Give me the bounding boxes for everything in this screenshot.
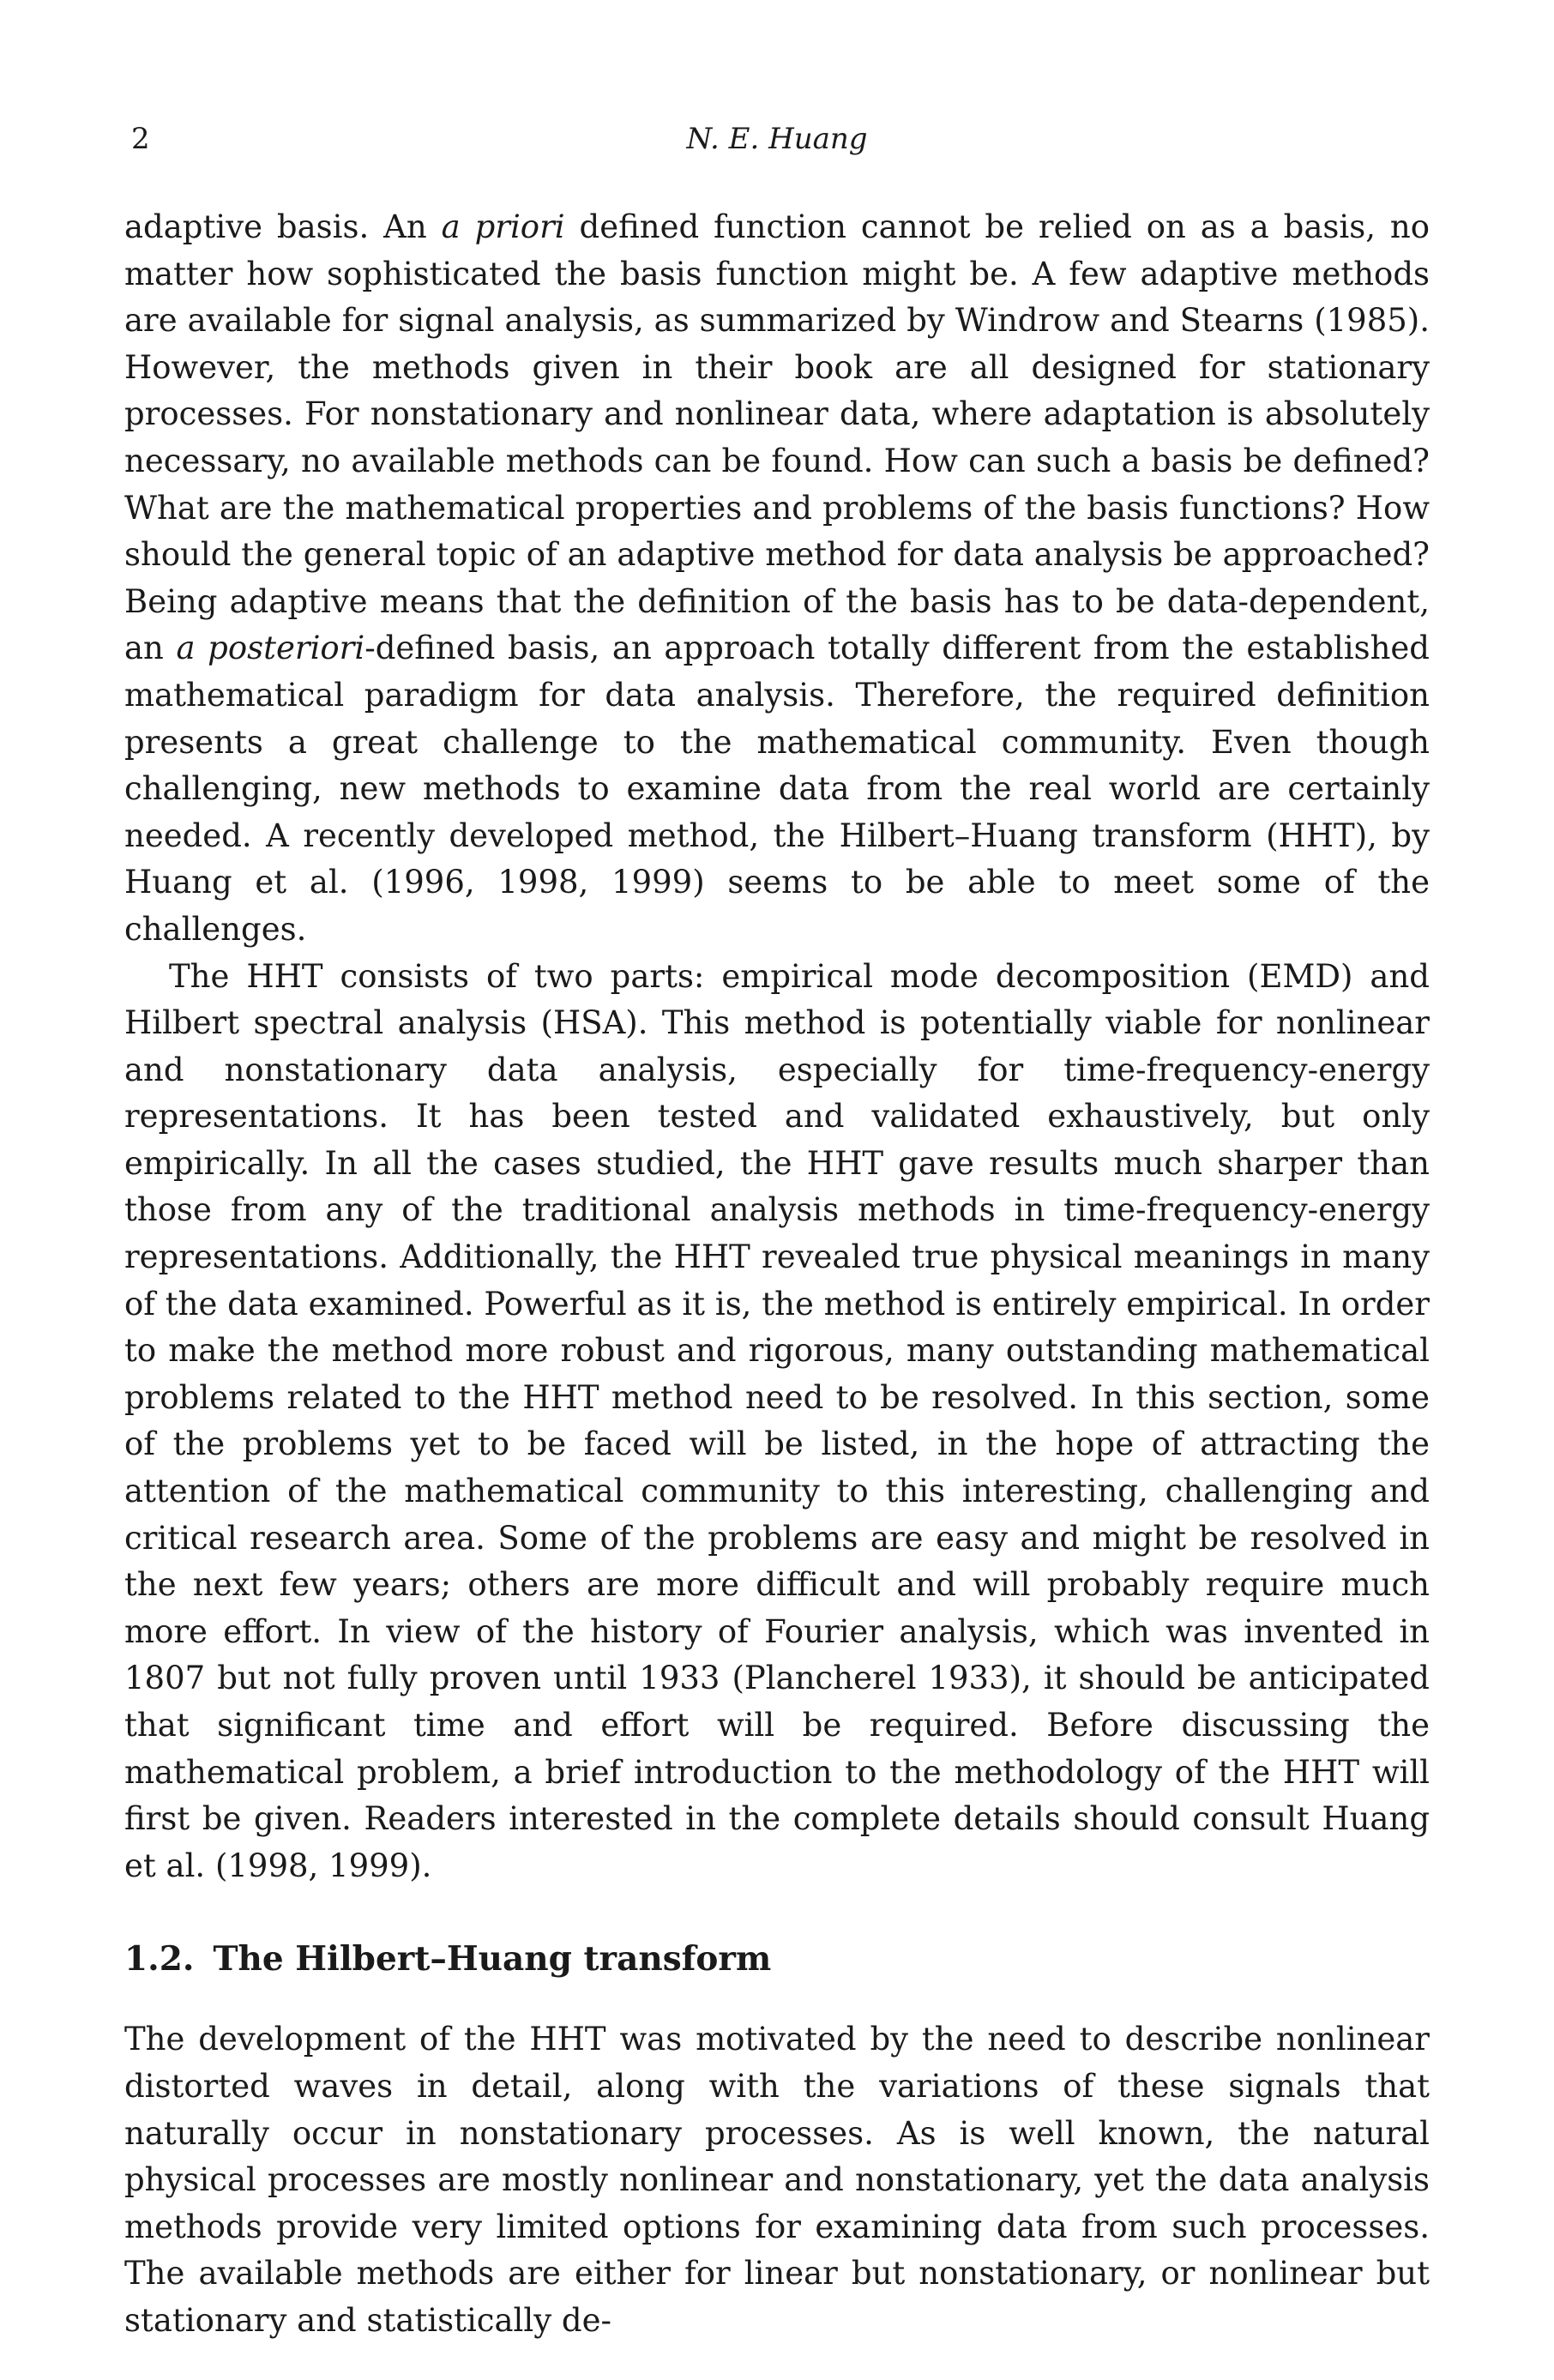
paragraph-hht-parts: The HHT consists of two parts: empirical mode decomposition (EMD) and Hilbert spectral analysis (HSA). This method is potentially viable for nonlinear and nonstationary data analysis, especially for time-frequency-energy representations. It has been tested and validated exhaustively, but only empirically. In all the cases studied, the HHT gave results much sharper than those from any of the traditional analysis methods in time-frequency-energy representations. Additionally, the HHT revealed true physical meanings in many of the data examined. Powerful as it is, the method is entirely empirical. In order to make the method more robust and rigorous, many outstanding mathematical problems related to the HHT method need to be resolved. In this section, some of the problems yet to be faced will be listed, in the hope of attracting the attention of the mathematical community to this interesting, challenging and critical research area. Some of the problems are easy and might be resolved in the next few years; others are more difficult and will probably require much more effort. In view of the history of Fourier analysis, which was invented in 1807 but not fully proven until 1933 (Plancherel 1933), it should be anticipated that significant time and effort will be required. Before discussing the mathematical problem, a brief introduction to the methodology of the HHT will first be given. Readers interested in the complete details should consult Huang et al. (1998, 1999). [124, 957, 1430, 1884]
paper-page [124, 110, 1430, 2345]
paragraph-adaptive-basis [124, 204, 1430, 954]
page-number: 2 [131, 122, 150, 156]
italic-term: a posteriori [176, 630, 365, 667]
section-title: The Hilbert–Huang transform [213, 1939, 772, 1979]
paragraph-text: -defined basis, an approach totally different from the established mathematical paradigm for data analysis. Therefore, the required definition presents a great challenge to the mathematical community. Even though challenging, new methods to examine data from the real world are certainly needed. A recently developed method, the Hilbert–Huang transform (HHT), by Huang et al. (1996, 1998, 1999) seems to be able to meet some of the challenges. [124, 630, 1430, 948]
section-heading [124, 1936, 1430, 1982]
paragraph-text: adaptive basis. An [124, 208, 442, 245]
section-number: 1.2. [124, 1939, 195, 1979]
running-head [124, 110, 1430, 161]
running-head-author: N. E. Huang [686, 122, 868, 156]
paragraph-hht-development: The development of the HHT was motivated by the need to describe nonlinear distorted waves in detail, along with the variations of these signals that naturally occur in nonstationary processes. As is well known, the natural physical processes are mostly nonlinear and nonstationary, yet the data analysis methods provide very limited options for examining data from such processes. The available methods are either for linear but nonstationary, or nonlinear but stationary and statistically de- [124, 2021, 1430, 2339]
italic-term: a priori [441, 208, 565, 245]
paragraph-text: defined function cannot be relied on as a basis, no matter how sophisticated the basis function might be. A few adaptive methods are available for signal analysis, as summarized by Windrow and Stearns (1985). However, the methods given in their book are all designed for stationary processes. For nonstationary and nonlinear data, where adaptation is absolutely necessary, no available methods can be found. How can such a basis be defined? What are the mathematical properties and problems of the basis functions? How should the general topic of an adaptive method for data analysis be approached? Being adaptive means that the definition of the basis has to be data-dependent, an [124, 208, 1431, 667]
